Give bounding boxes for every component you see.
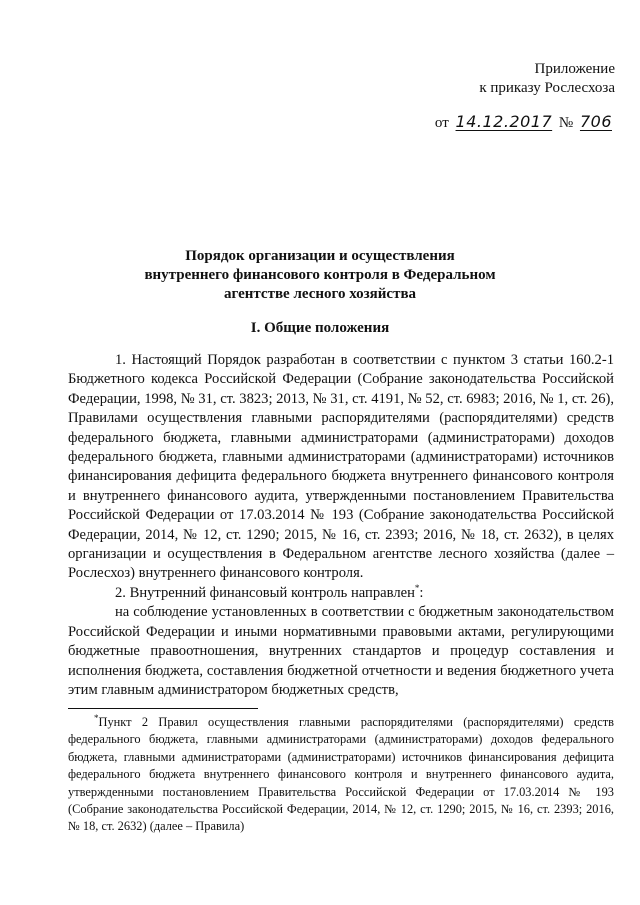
- document-title-line-1: Порядок организации и осуществления: [185, 248, 455, 264]
- document-body: [68, 351, 614, 700]
- appendix-order-reference: к приказу Рослесхоза: [479, 80, 615, 96]
- appendix-header: [479, 60, 615, 98]
- footnote-separator: [68, 708, 258, 709]
- footnote: [68, 714, 614, 836]
- paragraph-2: [68, 584, 614, 603]
- section-title: I. Общие положения: [250, 320, 390, 336]
- paragraph-3: на соблюдение установленных в соответствии с бюджетным законодательством Российской Федерации и иными нормативными правовыми актами, регулирующими бюджетные правоотношения, внутренних стандартов и процедур составления и исполнения бюджета, составления бюджетной отчетности и ведения бюджетного учета этим главным администратором бюджетных средств,: [68, 604, 614, 698]
- paragraph-1: 1. Настоящий Порядок разработан в соответствии с пунктом 3 статьи 160.2-1 Бюджетного кодекса Российской Федерации (Собрание законодательства Российской Федерации, 1998, № 31, ст. 3823; 2013, № 31, ст. 4191, № 52, ст. 6983; 2016, № 1, ст. 26), Правилами осуществления главными распорядителями (распорядителями) средств федерального бюджета, главными администраторами (администраторами) доходов федерального бюджета, главными администраторами (администраторами) источников финансирования дефицита федерального бюджета внутреннего финансового контроля и внутреннего финансового аудита, утвержденными постановлением Правительства Российской Федерации от 17.03.2014 № 193 (Собрание законодательства Российской Федерации, 2014, № 12, ст. 1290; 2015, № 16, ст. 2393; 2016, № 18, ст. 2632), в целях организации и осуществления в Федеральном агентстве лесного хозяйства (далее – Рослесхоз) внутреннего финансового контроля.: [68, 352, 614, 582]
- footnote-text: Пункт 2 Правил осуществления главными распорядителями (распорядителями) средств федерального бюджета, главными администраторами (администраторами) доходов федерального бюджета, главными администраторами (администраторами) источников финансирования дефицита федерального бюджета внутреннего финансового контроля и внутреннего финансового аудита, утвержденными постановлением Правительства Российской Федерации от 17.03.2014 № 193 (Собрание законодательства Российской Федерации, 2014, № 12, ст. 1290; 2015, № 16, ст. 2393; 2016, № 18, ст. 2632) (далее – Правила): [68, 715, 614, 834]
- appendix-label: Приложение: [534, 61, 615, 77]
- paragraph-2-text: 2. Внутренний финансовый контроль направлен: [115, 584, 415, 601]
- document-title-line-2: внутреннего финансового контроля в Федеральном: [144, 267, 496, 283]
- order-date-handwritten: 14.12.2017: [455, 112, 553, 131]
- footnote-mark: *: [94, 712, 99, 723]
- document-title-line-3: агентстве лесного хозяйства: [223, 286, 417, 302]
- paragraph-2-colon: :: [419, 584, 424, 601]
- document-title: [80, 247, 560, 304]
- order-from-label: от: [434, 115, 449, 131]
- order-number-label: №: [558, 115, 574, 131]
- footnote-reference-mark: *: [414, 583, 420, 594]
- order-number-handwritten: 706: [579, 112, 612, 131]
- footnote-paragraph: [68, 714, 614, 836]
- order-reference-line: [435, 112, 615, 133]
